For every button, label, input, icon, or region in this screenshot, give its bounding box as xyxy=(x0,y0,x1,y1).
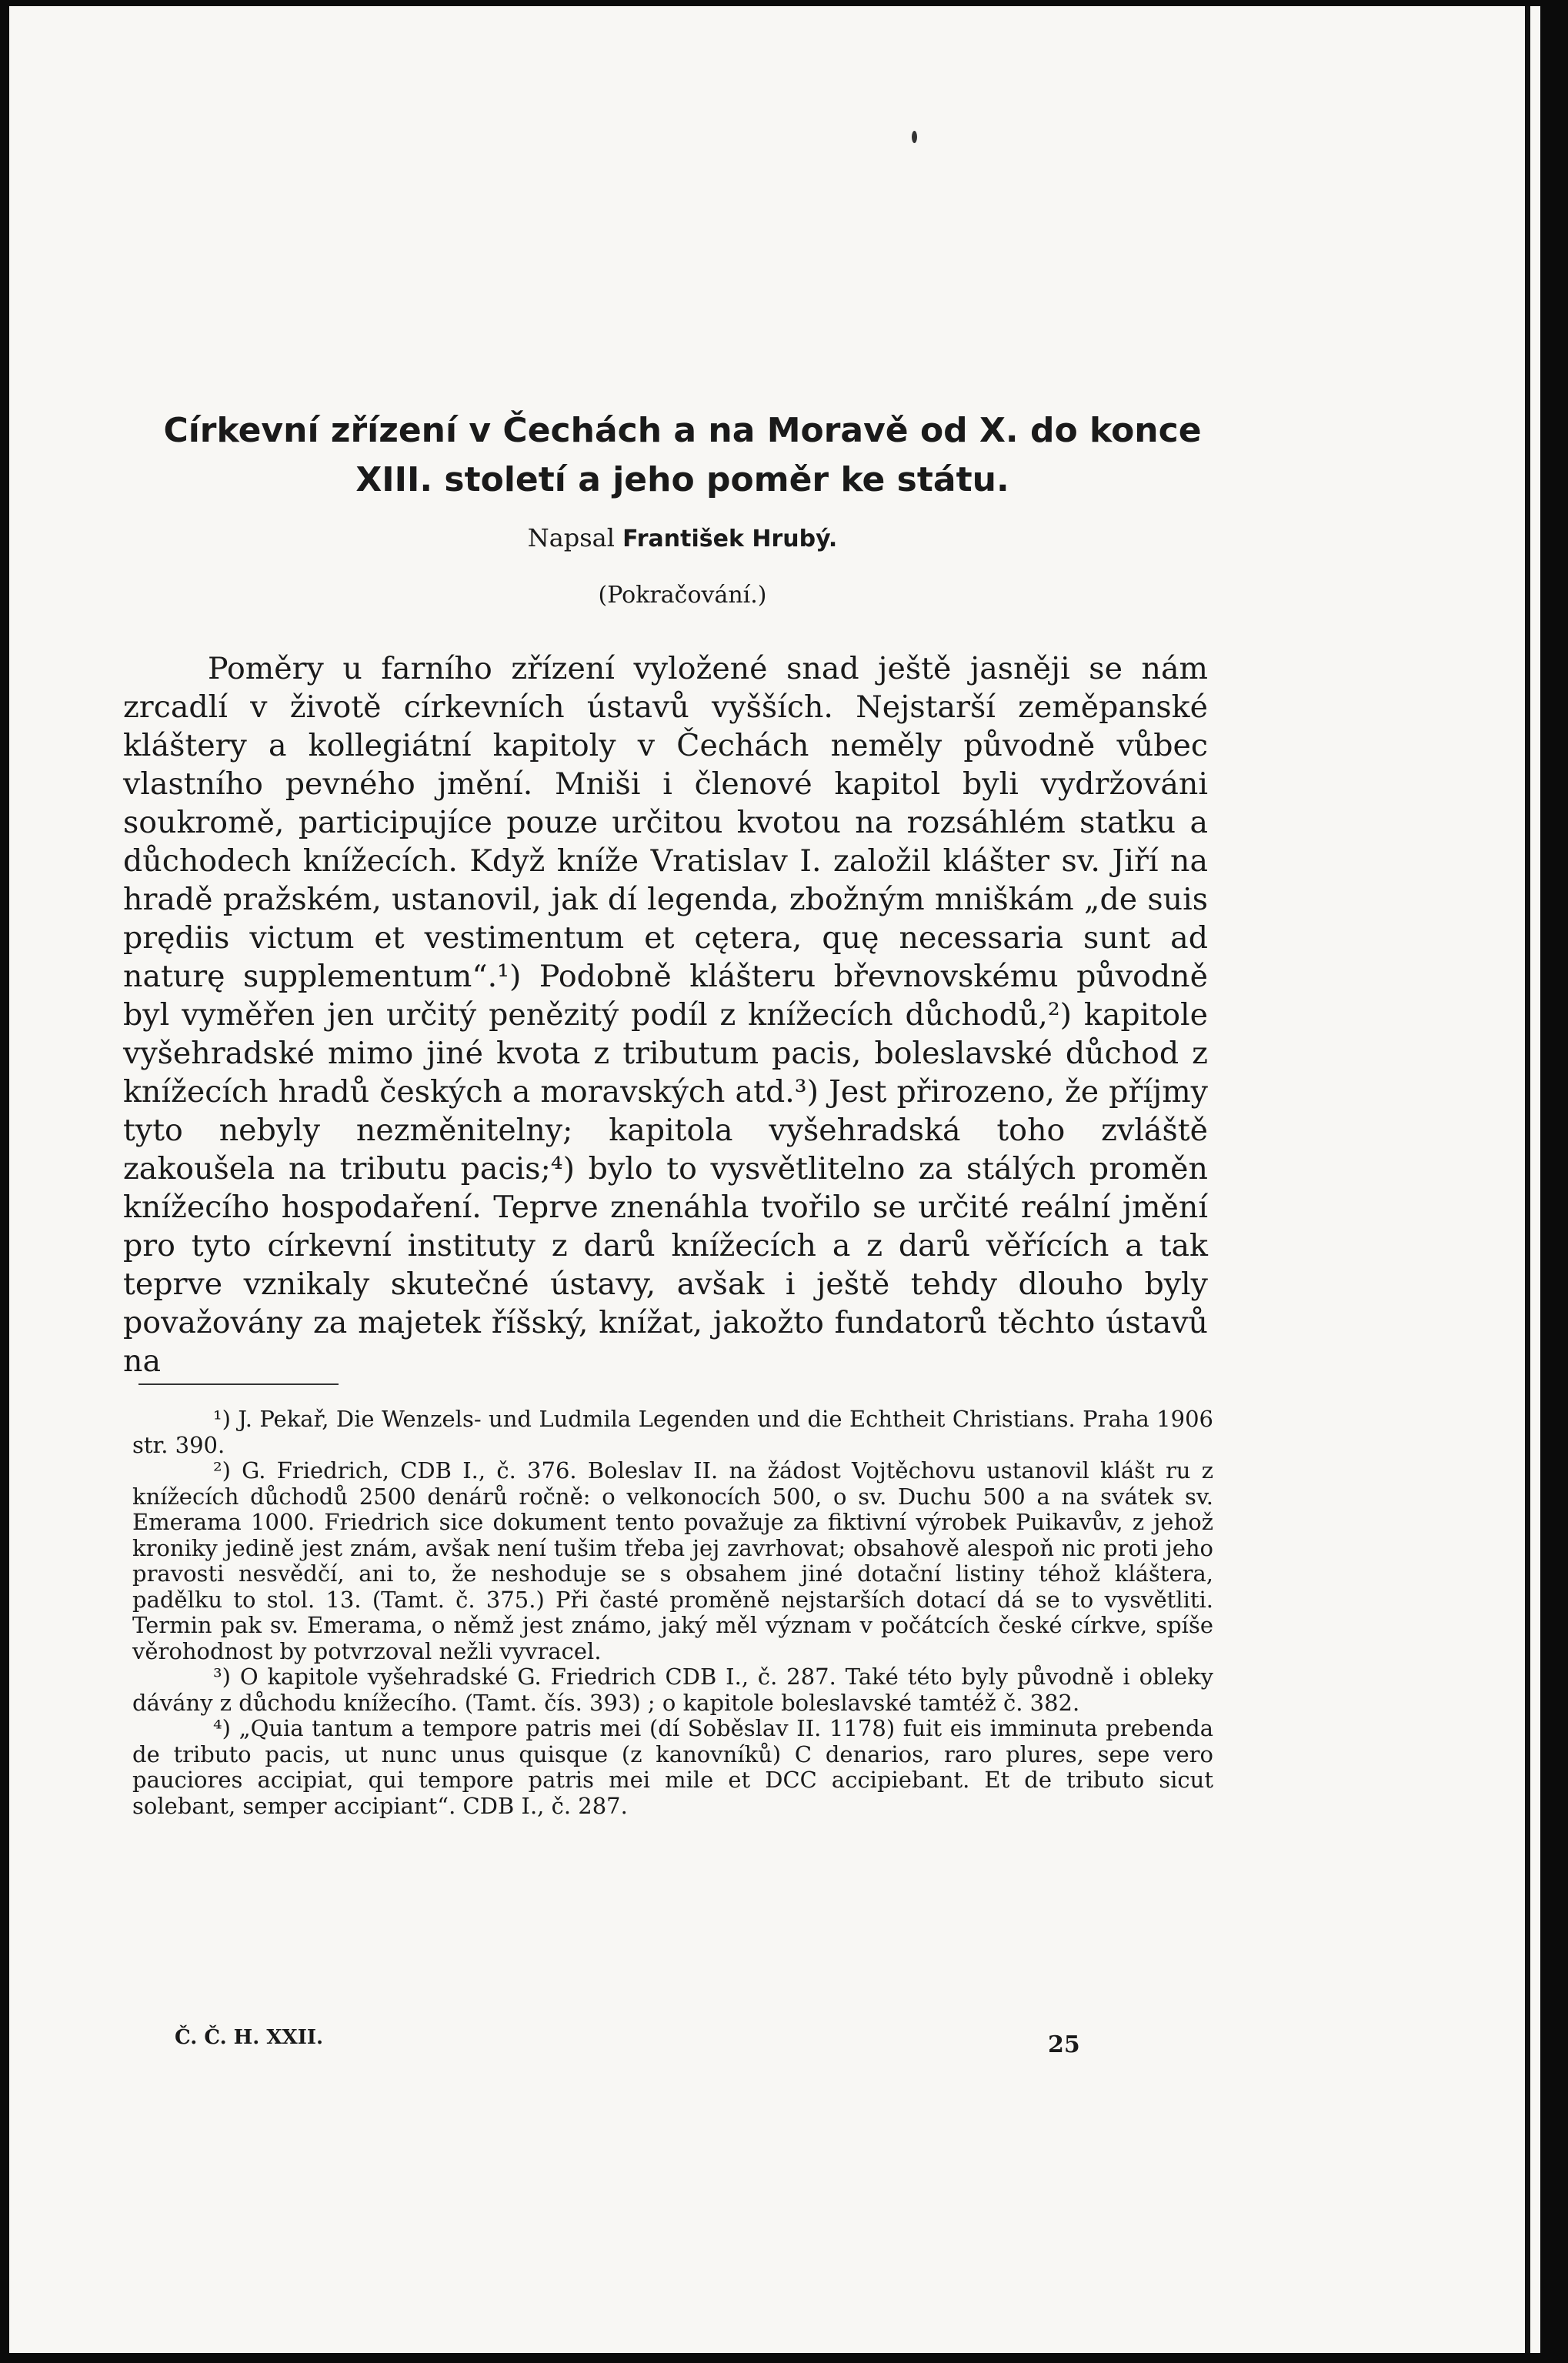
page-number: 25 xyxy=(1048,2031,1080,2058)
scanned-page xyxy=(9,6,1540,2353)
byline xyxy=(121,523,1244,552)
scan-edge-line xyxy=(1525,6,1530,2353)
footnote-4: ⁴) „Quia tantum a tempore patris mei (dí Soběslav II. 1178) fuit eis imminuta prebenda de tributo pacis, ut nunc unus quisque (z kanovníků) C denarios, raro plures, sepe vero pauciores accipiat, qui tempore patris mei mile et DCC accipiebant. Et de tributo sicut solebant, semper accipiant“. CDB I., č. 287. xyxy=(132,1715,1213,1819)
body-paragraph: Poměry u farního zřízení vyložené snad ještě jasněji se nám zrcadlí v životě církevních ústavů vyšších. Nejstarší zeměpanské kláštery a kollegiátní kapitoly v Čechách neměly původně vůbec vlastního pevného jmění. Mniši i členové kapitol byli vydržováni soukromě, participujíce pouze určitou kvotou na rozsáhlém statku a důchodech knížecích. Když kníže Vratislav I. založil klášter sv. Jiří na hradě pražském, ustanovil, jak dí legenda, zbožným mniškám „de suis prędiis victum et vestimentum et cętera, quę necessaria sunt ad naturę supplementum“.¹) Podobně klášteru břevnovskému původně byl vyměřen jen určitý penězitý podíl z knížecích důchodů,²) kapitole vyšehradské mimo jiné kvota z tributum pacis, boleslavské důchod z knížecích hradů českých a moravských atd.³) Jest přirozeno, že příjmy tyto nebyly nezměnitelny; kapitola vyšehradská toho zvláště zakoušela na tributu pacis;⁴) bylo to vysvětlitelno za stálých proměn knížecího hospodaření. Teprve znenáhla tvořilo se určité reální jmění pro tyto církevní instituty z darů knížecích a z darů věřících a tak teprve vznikaly skutečné ústavy, avšak i ještě tehdy dlouho byly považovány za majetek říšský, knížat, jakožto fundatorů těchto ústavů na xyxy=(123,651,1208,1379)
scan-speck xyxy=(912,131,917,143)
footnotes xyxy=(132,1407,1213,1819)
journal-mark: Č. Č. H. XXII. xyxy=(175,2026,324,2049)
footnote-1: ¹) J. Pekař, Die Wenzels- und Ludmila Legenden und die Echtheit Christians. Praha 1906 str. 390. xyxy=(132,1406,1213,1458)
article-title: Církevní zřízení v Čechách a na Moravě od X. do konce XIII. století a jeho poměr ke státu. xyxy=(163,411,1202,499)
continuation-note: (Pokračování.) xyxy=(598,582,767,609)
footnote-separator xyxy=(138,1383,339,1385)
footnote-2: ²) G. Friedrich, CDB I., č. 376. Boleslav II. na žádost Vojtěchovu ustanovil klášt ru z knížecích důchodů 2500 denárů ročně: o velkonocích 500, o sv. Duchu 500 a na svátek sv. Emerama 1000. Friedrich sice dokument tento považuje za fiktivní výrobek Puikavův, z jehož kroniky jedině jest znám, avšak není tušim třeba jej zavrhovat; obsahově alespoň nic proti jeho pravosti nesvědčí, ani to, že neshoduje se s obsahem jiné dotační listiny téhož kláštera, padělku to stol. 13. (Tamt. č. 375.) Při časté proměně nejstarších dotací dá se to vysvětliti. Termin pak sv. Emerama, o němž jest známo, jaký měl význam v počátcích české církve, spíše věrohodnost by potvrzoval nežli vyvracel. xyxy=(132,1457,1213,1664)
author-name: František Hrubý. xyxy=(622,526,838,552)
byline-prefix: Napsal xyxy=(527,523,615,552)
footnote-3: ³) O kapitole vyšehradské G. Friedrich CDB I., č. 287. Také této byly původně i obleky dávány z důchodu knížecího. (Tamt. čís. 393) ; o kapitole boleslavské tamtéž č. 382. xyxy=(132,1664,1213,1716)
